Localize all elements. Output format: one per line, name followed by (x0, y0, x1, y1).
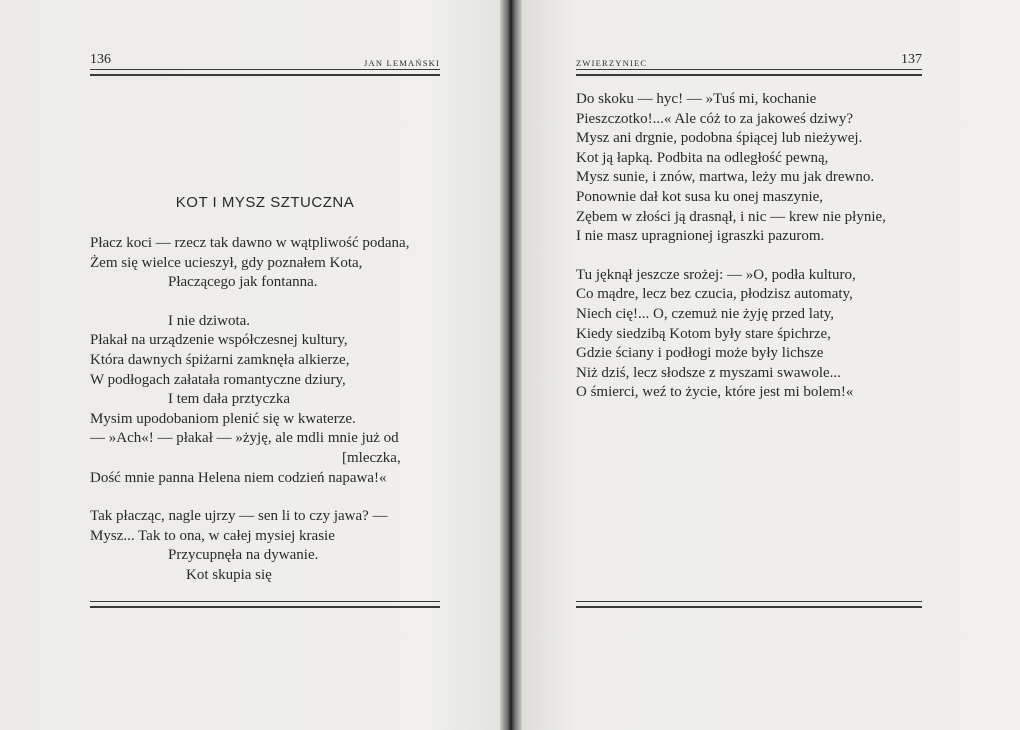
poem-line: Przycupnęła na dywanie. (168, 547, 319, 564)
stanza (90, 312, 409, 488)
stanza (576, 90, 886, 247)
poem-line: Która dawnych śpiżarni zamknęła alkierze, (90, 351, 350, 368)
poem-line: Niech cię!... O, czemuż nie żyję przed laty, (576, 305, 835, 322)
left-running-head (90, 50, 440, 68)
poem-line: Tu jęknął jeszcze srożej: — »O, podła kulturo, (576, 266, 856, 283)
poem-line: Pieszczotko!...« Ale cóż to za jakoweś dziwy? (576, 110, 853, 127)
stanza (90, 507, 409, 585)
right-page (514, 0, 1020, 730)
poem-line: I tem dała prztyczka (168, 391, 291, 408)
poem-line: Gdzie ściany i podłogi może były lichsze (576, 345, 824, 362)
right-footer-rule (576, 601, 922, 608)
poem-line: Co mądre, lecz bez czucia, płodzisz automaty, (576, 286, 853, 303)
poem-line: I nie masz upragnionej igraszki pazurom. (576, 228, 825, 245)
right-page-number: 137 (901, 52, 922, 67)
book-gutter (500, 0, 522, 730)
poem-line: Mysim upodobaniom plenić się w kwaterze. (90, 410, 356, 427)
poem-title: KOT I MYSZ SZTUCZNA (175, 194, 355, 211)
poem-line: I nie dziwota. (168, 312, 251, 329)
poem-line: Tak płacząc, nagle ujrzy — sen li to czy jawa? — (90, 508, 388, 525)
stanza (576, 266, 886, 403)
poem-line: Mysz... Tak to ona, w całej mysiej krasie (90, 527, 335, 544)
poem-line: [mleczka, (342, 449, 401, 466)
poem-line: O śmierci, weź to życie, które jest mi bolem!« (576, 384, 854, 401)
left-poem-body (90, 234, 409, 586)
poem-line: Ponownie dał kot susa ku onej maszynie, (576, 188, 824, 205)
left-running-head-title: JAN LEMAŃSKI (363, 58, 440, 68)
poem-line: Kot skupia się (186, 566, 272, 583)
right-poem-body (576, 90, 886, 403)
left-page-number: 136 (90, 52, 111, 67)
poem-line: Kiedy siedzibą Kotom były stare śpichrze, (576, 325, 831, 342)
poem-line: Dość mnie panna Helena niem codzień napawa!« (90, 469, 387, 486)
right-header-rule (576, 69, 922, 76)
poem-line: Mysz sunie, i znów, martwa, leży mu jak drewno. (576, 169, 875, 186)
poem-line: Płakał na urządzenie współczesnej kultury, (90, 332, 348, 349)
poem-line: — »Ach«! — płakał — »żyję, ale mdli mnie już od (90, 430, 399, 447)
right-running-head (576, 50, 922, 68)
poem-line: Mysz ani drgnie, podobna śpiącej lub nieżywej. (576, 130, 863, 147)
poem-line: Do skoku — hyc! — »Tuś mi, kochanie (576, 91, 817, 107)
left-page (0, 0, 508, 730)
poem-line: Niż dziś, lecz słodsze z myszami swawole... (576, 364, 841, 381)
poem-line: W podłogach załatała romantyczne dziury, (90, 371, 346, 388)
poem-line: Płaczącego jak fontanna. (168, 274, 318, 291)
poem-line: Kot ją łapką. Podbita na odległość pewną, (576, 149, 829, 166)
poem-line: Zębem w złości ją drasnął, i nic — krew nie płynie, (576, 208, 886, 225)
show-through-text (664, 420, 904, 437)
right-running-head-title: ZWIERZYNIEC (576, 58, 648, 68)
left-footer-rule (90, 601, 440, 608)
left-header-rule (90, 69, 440, 76)
poem-line: Żem się wielce ucieszył, gdy poznałem Kota, (90, 254, 363, 271)
poem-line: Płacz koci — rzecz tak dawno w wątpliwość podana, (90, 235, 410, 251)
stanza (90, 234, 409, 293)
